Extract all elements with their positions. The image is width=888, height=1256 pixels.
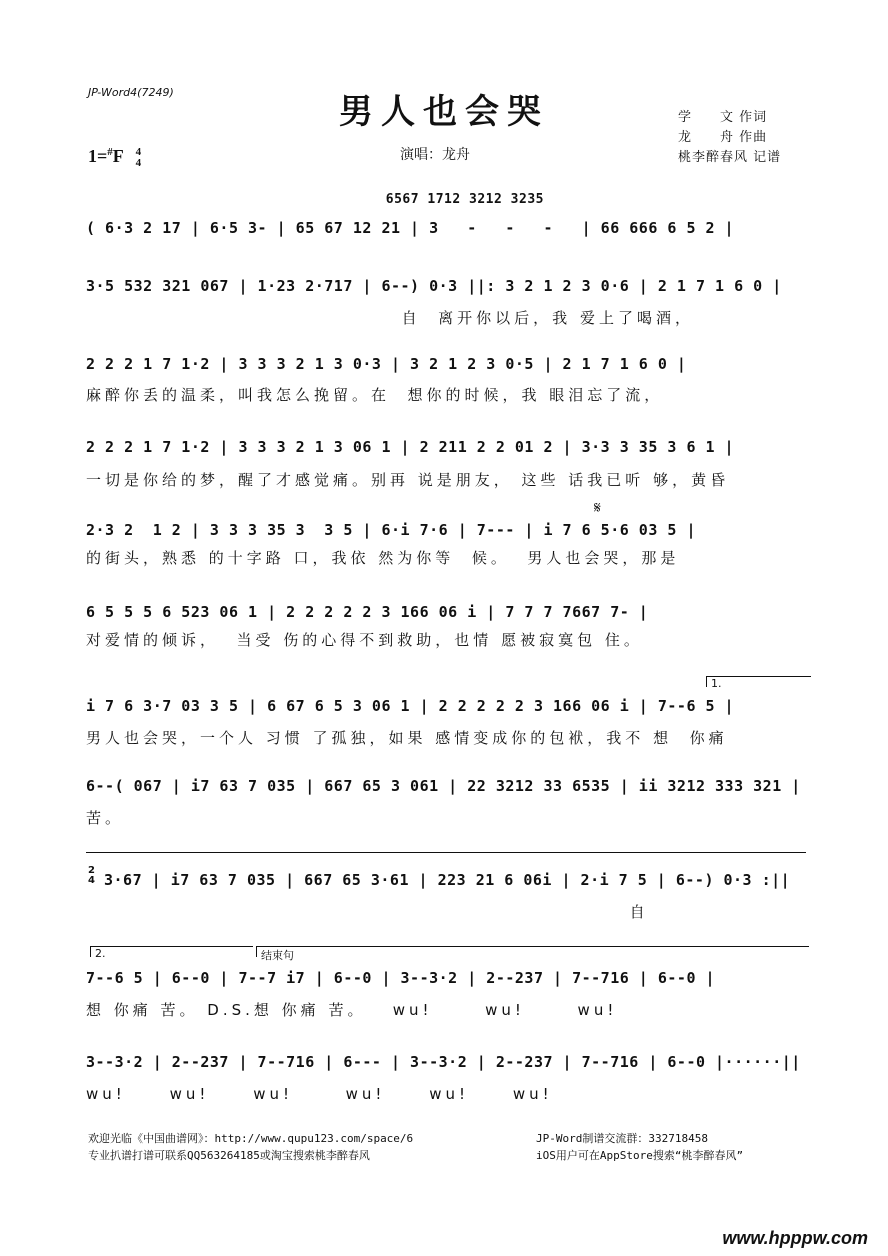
software-tag: JP-Word4(7249) — [88, 86, 174, 99]
footer-group: JP-Word制谱交流群：332718458 — [536, 1132, 708, 1145]
volta-1-bracket — [706, 676, 811, 690]
notation-row-7: i 7 6 3·7 03 3 5 | 6 67 6 5 3 06 1 | 2 2 2 2 2 3 166 06 i | 7--6 5 | — [86, 697, 735, 715]
notation-row-10: 7--6 5 | 6--0 | 7--7 i7 | 6--0 | 3--3·2 | 2--237 | 7--716 | 6--0 | — [86, 969, 716, 987]
credits — [678, 108, 781, 168]
watermark: www.hpppw.com — [722, 1228, 868, 1248]
lyric-row-5: 的街头，熟悉 的十字路 口，我依 然为你等 候。 男人也会哭，那是 — [86, 549, 680, 567]
ending-label: 结束句 — [261, 949, 294, 962]
volta-2-bracket — [90, 946, 253, 960]
notation-row-3: 2 2 2 1 7 1·2 | 3 3 3 2 1 3 0·3 | 3 2 1 2 3 0·5 | 2 1 7 1 6 0 | — [86, 355, 687, 373]
key-sharp: # — [107, 146, 113, 158]
lyric-row-10: 想 你痛 苦。 D.S.想 你痛 苦。 wu! wu! wu! — [86, 1001, 618, 1019]
notation-row-8: 6--( 067 | i7 63 7 035 | 667 65 3 061 | 22 3212 33 6535 | ii 3212 333 321 | — [86, 777, 801, 795]
key-label: 1= — [88, 146, 108, 166]
song-title: 男人也会哭 — [339, 92, 549, 132]
ending-bracket — [256, 946, 809, 962]
lyric-row-11: wu! wu! wu! wu! wu! wu! — [86, 1085, 553, 1103]
footer-left — [88, 1130, 413, 1164]
time-bottom: 4 — [135, 156, 142, 169]
lyric-row-9: 自 — [86, 903, 649, 921]
notation-row-2: 3·5 532 321 067 | 1·23 2·717 | 6--) 0·3 ||: 3 2 1 2 3 0·6 | 2 1 7 1 6 0 | — [86, 277, 782, 295]
footer-contact: 专业扒谱打谱可联系QQ563264185或淘宝搜索桃李醉春风 — [88, 1149, 370, 1162]
transcriber-credit: 桃李醉春风 记谱 — [678, 150, 782, 165]
time-top: 4 — [135, 145, 142, 158]
time-signature — [136, 147, 142, 169]
footer-ios: iOS用户可在AppStore搜索“桃李醉春风” — [536, 1149, 744, 1162]
footer-site-link: 欢迎光临《中国曲谱网》：http://www.qupu123.com/space/6 — [88, 1132, 414, 1145]
singer-credit: 演唱：龙舟 — [400, 147, 470, 163]
notation-row-11: 3--3·2 | 2--237 | 7--716 | 6--- | 3--3·2 | 2--237 | 7--716 | 6--0 |······|| — [86, 1053, 801, 1071]
key-note: F — [112, 146, 124, 166]
footer-right — [536, 1130, 743, 1164]
notation-row-6: 6 5 5 5 6 523 06 1 | 2 2 2 2 2 3 166 06 i | 7 7 7 7667 7- | — [86, 603, 649, 621]
composer-credit: 龙 舟 作曲 — [678, 130, 768, 145]
lyric-row-4: 一切是你给的梦，醒了才感觉痛。别再 说是朋友， 这些 话我已听 够，黄昏 — [86, 471, 730, 489]
volta-2-label: 2. — [95, 947, 106, 960]
section-rule — [86, 852, 806, 853]
notation-row-4: 2 2 2 1 7 1·2 | 3 3 3 2 1 3 06 1 | 2 211 2 2 01 2 | 3·3 3 35 3 6 1 | — [86, 438, 735, 456]
notation-row-9: 3·67 | i7 63 7 035 | 667 65 3·61 | 223 21 6 06i | 2·i 7 5 | 6--) 0·3 :|| — [104, 871, 791, 889]
time-signature-2-4: 2 4 — [88, 865, 95, 886]
lyric-row-7: 男人也会哭，一个人 习惯 了孤独，如果 感情变成你的包袱，我不 想 你痛 — [86, 729, 728, 747]
volta-1-label: 1. — [711, 677, 722, 690]
notation-row-5: 2·3 2 1 2 | 3 3 3 35 3 3 5 | 6·i 7·6 | 7--- | i 7 6 5·6 03 5 | — [86, 521, 696, 539]
segno-sign: 𝄋 — [594, 498, 601, 517]
key-signature — [88, 146, 141, 169]
notation-row-1: ( 6·3 2 17 | 6·5 3- | 65 67 12 21 | 3 - - - | 66 666 6 5 2 | — [86, 219, 735, 237]
lyric-row-8: 苦。 — [86, 809, 125, 827]
lyric-row-3: 麻醉你丢的温柔，叫我怎么挽留。在 想你的时候，我 眼泪忘了流， — [86, 386, 664, 404]
lyric-row-2: 自 离开你以后，我 爱上了喝酒， — [86, 309, 694, 327]
lyricist-credit: 学 文 作词 — [678, 110, 768, 125]
lyric-row-6: 对爱情的倾诉， 当受 伤的心得不到救助，也情 愿被寂寞包 住。 — [86, 631, 643, 649]
notes-top-line: 6567 1712 3212 3235 — [86, 192, 544, 207]
